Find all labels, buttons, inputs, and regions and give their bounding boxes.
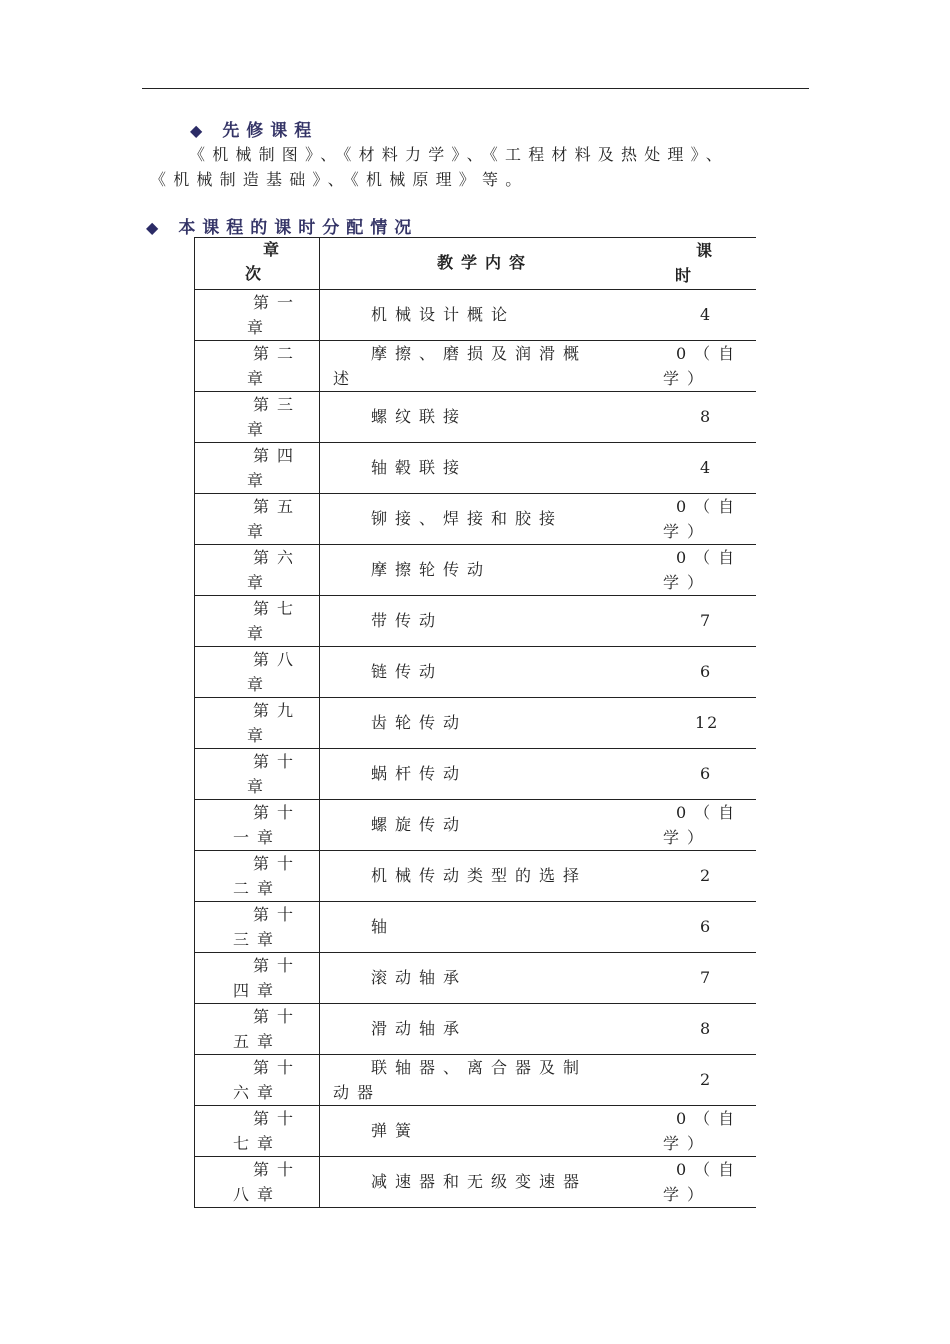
diamond-bullet-icon: ◆ [190, 121, 203, 140]
hours-value: 7 [700, 968, 713, 987]
content-label: 摩擦轮传动 [371, 560, 492, 579]
table-row [195, 392, 757, 443]
content-label: 齿轮传动 [371, 713, 468, 732]
hours-value-cont: 学） [663, 1134, 712, 1153]
chapter-cell [195, 1157, 320, 1208]
chapter-label-line1: 第五 [253, 497, 302, 516]
chapter-cell [195, 1004, 320, 1055]
content-label: 滑动轴承 [371, 1019, 468, 1038]
content-label: 链传动 [371, 662, 444, 681]
content-label: 轴 [371, 917, 396, 936]
header-hours-l1: 课 [696, 241, 721, 260]
chapter-label-line2: 章 [247, 318, 272, 337]
content-label-cont: 动器 [333, 1083, 382, 1102]
content-cell [320, 392, 757, 443]
chapter-label-line2: 章 [247, 573, 272, 592]
table-row [195, 1004, 757, 1055]
chapter-label-line1: 第十 [253, 854, 302, 873]
schedule-heading [146, 213, 418, 238]
chapter-cell [195, 392, 320, 443]
hours-value: 0（自 [676, 497, 743, 516]
chapter-cell [195, 494, 320, 545]
table-row [195, 1106, 757, 1157]
chapter-label-line2: 五章 [233, 1032, 282, 1051]
table-row [195, 443, 757, 494]
table-row [195, 749, 757, 800]
content-label: 机械设计概论 [371, 305, 516, 324]
chapter-label-line2: 一章 [233, 828, 282, 847]
header-content-label: 教学内容 [437, 253, 534, 272]
hours-value: 12 [695, 713, 720, 732]
chapter-cell [195, 1055, 320, 1106]
chapter-label-line1: 第九 [253, 701, 302, 720]
chapter-label-line1: 第六 [253, 548, 302, 567]
content-cell [320, 596, 757, 647]
content-cell [320, 902, 757, 953]
schedule-table [194, 237, 756, 1208]
content-label: 联轴器、离合器及制 [371, 1058, 588, 1077]
diamond-bullet-icon: ◆ [146, 218, 159, 237]
chapter-label-line2: 章 [247, 369, 272, 388]
chapter-label-line2: 章 [247, 471, 272, 490]
prereq-heading [190, 116, 318, 141]
chapter-label-line1: 第十 [253, 803, 302, 822]
chapter-cell [195, 1106, 320, 1157]
hours-value-cont: 学） [663, 1185, 712, 1204]
content-label: 机械传动类型的选择 [371, 866, 588, 885]
content-cell [320, 647, 757, 698]
chapter-label-line2: 章 [247, 624, 272, 643]
table-header-row [195, 238, 757, 290]
table-row [195, 596, 757, 647]
hours-value: 0（自 [676, 344, 743, 363]
prereq-line-1: 《机械制图》、《材料力学》、《工程材料及热处理》、 [189, 145, 730, 164]
table-row [195, 545, 757, 596]
chapter-cell [195, 749, 320, 800]
table-row [195, 494, 757, 545]
chapter-label-line2: 四章 [233, 981, 282, 1000]
hours-value: 4 [700, 458, 713, 477]
chapter-cell [195, 545, 320, 596]
chapter-label-line2: 七章 [233, 1134, 282, 1153]
chapter-label-line1: 第十 [253, 1109, 302, 1128]
content-label-cont: 述 [333, 369, 358, 388]
chapter-label-line1: 第二 [253, 344, 302, 363]
table-row [195, 698, 757, 749]
content-label: 减速器和无级变速器 [371, 1172, 588, 1191]
table-row [195, 290, 757, 341]
chapter-cell [195, 341, 320, 392]
hours-value: 2 [700, 1070, 713, 1089]
prereq-line-2: 《机械制造基础》、《机械原理》等。 [150, 170, 529, 189]
chapter-cell [195, 851, 320, 902]
table-row [195, 800, 757, 851]
table-row [195, 341, 757, 392]
content-cell [320, 953, 757, 1004]
hours-value: 2 [700, 866, 713, 885]
header-rule [142, 88, 809, 89]
hours-value: 6 [700, 662, 713, 681]
header-content-cell [320, 238, 757, 290]
content-label: 摩擦、磨损及润滑概 [371, 344, 588, 363]
content-label: 轴毂联接 [371, 458, 468, 477]
chapter-label-line2: 三章 [233, 930, 282, 949]
chapter-cell [195, 443, 320, 494]
content-cell [320, 698, 757, 749]
chapter-label-line2: 八章 [233, 1185, 282, 1204]
content-label: 蜗杆传动 [371, 764, 468, 783]
header-chapter-l1: 章 [263, 240, 288, 259]
content-cell [320, 749, 757, 800]
chapter-label-line1: 第十 [253, 1058, 302, 1077]
chapter-label-line1: 第十 [253, 752, 302, 771]
chapter-label-line1: 第十 [253, 905, 302, 924]
chapter-label-line1: 第八 [253, 650, 302, 669]
chapter-label-line2: 二章 [233, 879, 282, 898]
chapter-label-line1: 第四 [253, 446, 302, 465]
header-chapter-cell [195, 238, 320, 290]
chapter-label-line2: 章 [247, 726, 272, 745]
content-cell [320, 800, 757, 851]
content-cell [320, 341, 757, 392]
hours-value: 8 [700, 407, 713, 426]
chapter-cell [195, 800, 320, 851]
hours-value: 6 [700, 917, 713, 936]
hours-value: 0（自 [676, 803, 743, 822]
chapter-label-line2: 章 [247, 675, 272, 694]
chapter-label-line1: 第三 [253, 395, 302, 414]
table-row [195, 851, 757, 902]
content-cell [320, 1157, 757, 1208]
hours-value-cont: 学） [663, 828, 712, 847]
table-row [195, 1055, 757, 1106]
chapter-label-line1: 第十 [253, 1007, 302, 1026]
chapter-cell [195, 953, 320, 1004]
schedule-heading-text: 本课程的课时分配情况 [178, 218, 419, 238]
content-cell [320, 545, 757, 596]
chapter-label-line1: 第十 [253, 1160, 302, 1179]
table-row [195, 1157, 757, 1208]
chapter-label-line2: 章 [247, 522, 272, 541]
chapter-label-line2: 章 [247, 777, 272, 796]
table-row [195, 647, 757, 698]
chapter-cell [195, 902, 320, 953]
hours-value-cont: 学） [663, 573, 712, 592]
hours-value: 0（自 [676, 1160, 743, 1179]
chapter-label-line2: 六章 [233, 1083, 282, 1102]
hours-value: 7 [700, 611, 713, 630]
hours-value: 0（自 [676, 1109, 743, 1128]
chapter-label-line1: 第七 [253, 599, 302, 618]
chapter-label-line2: 章 [247, 420, 272, 439]
content-label: 螺纹联接 [371, 407, 468, 426]
content-cell [320, 1004, 757, 1055]
header-hours-l2: 时 [675, 266, 700, 285]
content-cell [320, 1055, 757, 1106]
hours-value: 0（自 [676, 548, 743, 567]
chapter-cell [195, 698, 320, 749]
chapter-cell [195, 290, 320, 341]
hours-value: 4 [700, 305, 713, 324]
content-cell [320, 494, 757, 545]
chapter-cell [195, 647, 320, 698]
content-label: 铆接、焊接和胶接 [371, 509, 564, 528]
content-cell [320, 290, 757, 341]
content-label: 带传动 [371, 611, 444, 630]
prereq-heading-text: 先修课程 [222, 121, 319, 141]
content-cell [320, 443, 757, 494]
content-label: 弹簧 [371, 1121, 420, 1140]
table-row [195, 902, 757, 953]
table-row [195, 953, 757, 1004]
chapter-label-line1: 第十 [253, 956, 302, 975]
chapter-label-line1: 第一 [253, 293, 302, 312]
chapter-cell [195, 596, 320, 647]
content-label: 螺旋传动 [371, 815, 468, 834]
hours-value-cont: 学） [663, 522, 712, 541]
content-label: 滚动轴承 [371, 968, 468, 987]
hours-value: 6 [700, 764, 713, 783]
hours-value: 8 [700, 1019, 713, 1038]
header-chapter-l2: 次 [245, 264, 270, 283]
content-cell [320, 851, 757, 902]
hours-value-cont: 学） [663, 369, 712, 388]
content-cell [320, 1106, 757, 1157]
